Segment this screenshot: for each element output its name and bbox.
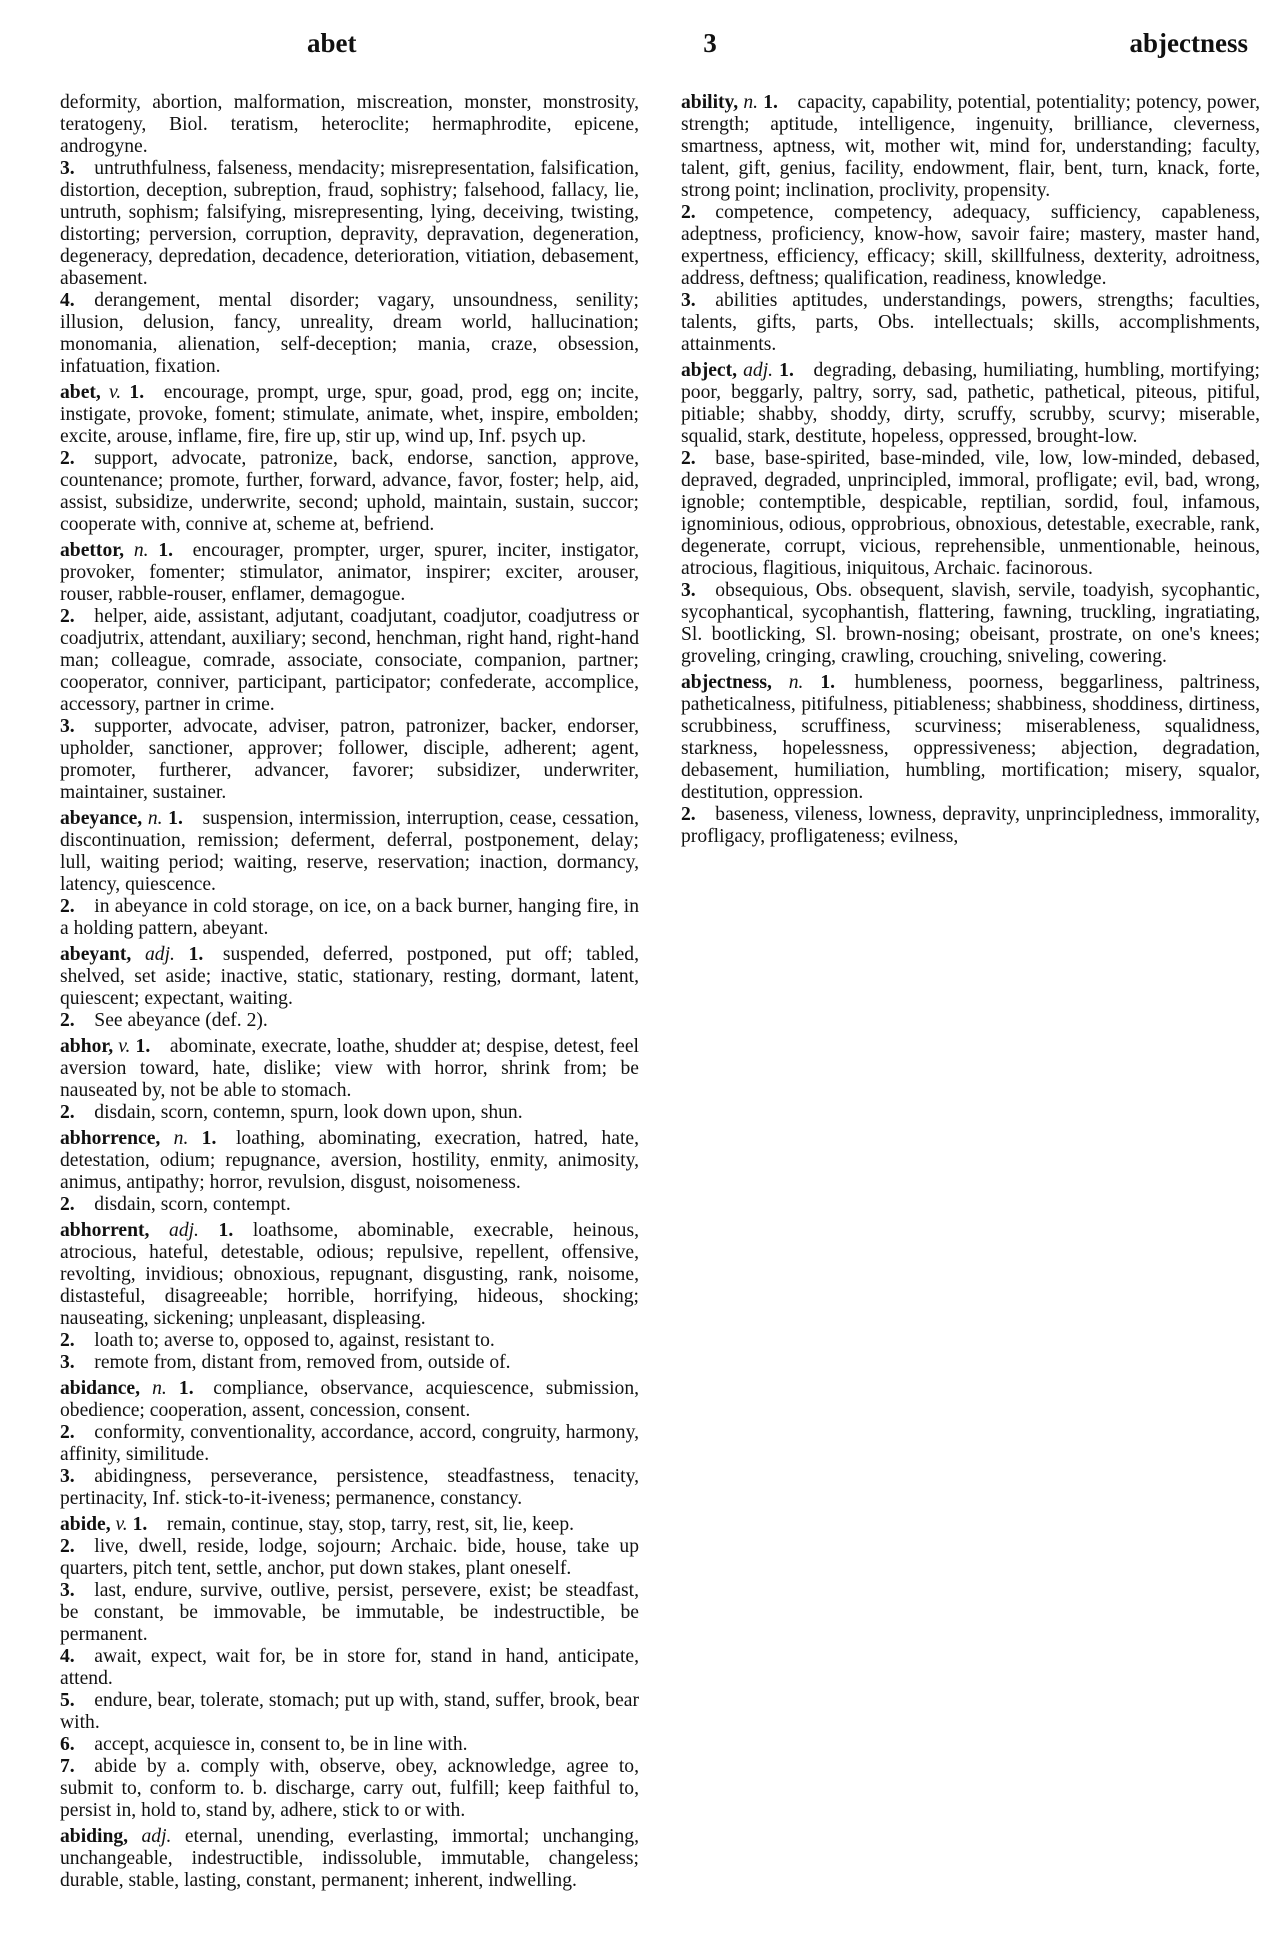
- sense-number: 1.: [135, 1036, 151, 1057]
- entry-sense: [60, 158, 639, 289]
- entry-sense: [60, 448, 639, 535]
- entry-sense: [681, 290, 1260, 355]
- sense-text: remain, continue, stay, stop, tarry, rest, sit, lie, keep.: [166, 1514, 575, 1535]
- page-number: 3: [703, 28, 717, 58]
- entry-sense: [60, 1646, 639, 1689]
- sense-text: eternal, unending, everlasting, immortal; unchanging, unchangeable, indestructible, indissoluble, immutable, changeless; durable, stable, lasting, constant, permanent; inherent, indwelling.: [60, 1826, 639, 1891]
- sense-text: supporter, advocate, adviser, patron, patronizer, backer, endorser, upholder, sanctioner, approver; follower, disciple, adherent; agent, promoter, furtherer, advancer, favorer; subsidizer, underwriter, maintainer, sustainer.: [60, 716, 639, 803]
- entry-headword: abjectness,: [681, 672, 772, 693]
- entry-sense: [60, 1330, 495, 1351]
- entry-sense: [60, 1036, 639, 1101]
- sense-number: 1.: [188, 944, 204, 965]
- entry-sense: [60, 1580, 639, 1645]
- sense-number: 2.: [60, 1194, 75, 1215]
- dictionary-entry: [60, 1220, 639, 1374]
- entry-part-of-speech: adj.: [141, 1826, 172, 1847]
- entry-headword: abject,: [681, 360, 738, 381]
- entry-headword: abettor,: [60, 540, 125, 561]
- entry-sense: [681, 448, 1260, 579]
- sense-number: 1.: [820, 672, 836, 693]
- sense-text: encourager, prompter, urger, spurer, inciter, instigator, provoker, fomenter; stimulator, animator, inspirer; exciter, arouser, rouser, rabble-rouser, enflamer, demagogue.: [60, 540, 640, 605]
- dictionary-entry: [60, 1826, 639, 1892]
- entry-headword: abidance,: [60, 1378, 141, 1399]
- dictionary-entry: [60, 540, 639, 804]
- sense-number: 1.: [201, 1128, 217, 1149]
- entry-part-of-speech: n.: [173, 1128, 189, 1149]
- entry-headword: ability,: [681, 92, 739, 113]
- sense-text: live, dwell, reside, lodge, sojourn; Archaic. bide, house, take up quarters, pitch tent, settle, anchor, put down stakes, plant oneself.: [60, 1536, 639, 1579]
- entry-part-of-speech: v.: [109, 382, 122, 403]
- sense-number: 2.: [60, 1422, 75, 1443]
- entry-part-of-speech: n.: [788, 672, 804, 693]
- sense-number: 1.: [168, 808, 183, 829]
- entry-headword: abeyant,: [60, 944, 132, 965]
- sense-number: 3.: [60, 1466, 75, 1487]
- entry-sense: [681, 202, 1260, 289]
- sense-number: 2.: [60, 1102, 75, 1123]
- sense-text: helper, aide, assistant, adjutant, coadjutant, coadjutor, coadjutress or coadjutrix, attendant, auxiliary; second, henchman, right hand, right-hand man; colleague, comrade, associate, consociate, companion, partner; cooperator, conniver, participant, participator; confederate, accomplice, accessory, partner in crime.: [60, 606, 639, 715]
- entry-sense: [60, 1102, 523, 1123]
- sense-text: suspension, intermission, interruption, cease, cessation, discontinuation, remission; deferment, deferral, postponement, delay; lull, waiting period; waiting, reserve, reservation; inaction, dormancy, latency, quiescence.: [60, 808, 640, 895]
- entry-headword: abhorrence,: [60, 1128, 161, 1149]
- sense-number: 6.: [60, 1734, 75, 1755]
- sense-text: endure, bear, tolerate, stomach; put up with, stand, suffer, brook, bear with.: [60, 1690, 639, 1733]
- entry-sense: [60, 606, 639, 715]
- sense-text: derangement, mental disorder; vagary, unsoundness, senility; illusion, delusion, fancy, unreality, dream world, hallucination; monomania, alienation, self-deception; mania, craze, obsession, infatuation, fixation.: [60, 290, 639, 377]
- sense-number: 3.: [60, 158, 75, 179]
- entry-sense: [60, 1756, 639, 1821]
- sense-text: loathing, abominating, execration, hatred, hate, detestation, odium; repugnance, aversion, hostility, enmity, animosity, animus, antipathy; horror, revulsion, disgust, noisomeness.: [60, 1128, 639, 1193]
- entry-sense: [60, 1536, 639, 1579]
- entry-sense: [681, 580, 1260, 667]
- dictionary-entry: [60, 808, 639, 940]
- sense-number: 2.: [681, 448, 696, 469]
- entry-part-of-speech: n.: [133, 540, 149, 561]
- sense-number: 3.: [60, 716, 75, 737]
- dictionary-entry: [681, 92, 1260, 356]
- entry-columns: [60, 92, 1260, 1932]
- entry-sense: [60, 896, 639, 939]
- sense-number: 3.: [681, 290, 696, 311]
- sense-text: await, expect, wait for, be in store for, stand in hand, anticipate, attend.: [60, 1646, 639, 1689]
- dictionary-entry: [60, 92, 639, 378]
- entry-headword: abhorrent,: [60, 1220, 150, 1241]
- sense-number: 5.: [60, 1690, 75, 1711]
- sense-text: remote from, distant from, removed from, outside of.: [94, 1352, 511, 1373]
- entry-part-of-speech: n.: [743, 92, 759, 113]
- entry-sense: [60, 1352, 511, 1373]
- sense-text: disdain, scorn, contempt.: [94, 1194, 291, 1215]
- entry-part-of-speech: adj.: [144, 944, 175, 965]
- dictionary-entry: [60, 1378, 639, 1510]
- sense-text: disdain, scorn, contemn, spurn, look down upon, shun.: [94, 1102, 523, 1123]
- sense-number: 1.: [779, 360, 794, 381]
- sense-text: accept, acquiesce in, consent to, be in line with.: [94, 1734, 468, 1755]
- sense-text: capacity, capability, potential, potentiality; potency, power, strength; aptitude, intelligence, ingenuity, brilliance, cleverness, smartness, aptness, wit, mother wit, mind for, understanding; faculty, talent, gift, genius, facility, endowment, flair, bent, turn, knack, forte, strong point; inclination, proclivity, propensity.: [681, 92, 1260, 201]
- sense-number: 2.: [60, 1536, 75, 1557]
- sense-text: in abeyance in cold storage, on ice, on a back burner, hanging fire, in a holding pattern, abeyant.: [60, 896, 639, 939]
- entry-part-of-speech: v.: [115, 1514, 128, 1535]
- sense-text: deformity, abortion, malformation, miscreation, monster, monstrosity, teratogeny, Biol. teratism, heteroclite; hermaphrodite, epicene, androgyne.: [60, 92, 639, 157]
- entry-headword: abiding,: [60, 1826, 129, 1847]
- entry-sense: [60, 1690, 639, 1733]
- entry-headword: abhor,: [60, 1036, 114, 1057]
- sense-text: degrading, debasing, humiliating, humbling, mortifying; poor, beggarly, paltry, sorry, sad, pathetic, pathetical, piteous, pitiful, pitiable; shabby, shoddy, dirty, scruffy, scrubby, scurvy; miserable, squalid, stark, destitute, hopeless, oppressed, brought-low.: [681, 360, 1260, 447]
- entry-headword: abide,: [60, 1514, 111, 1535]
- dictionary-entry: [60, 1036, 639, 1124]
- entry-part-of-speech: v.: [118, 1036, 131, 1057]
- guide-word-right: abjectness: [1129, 28, 1248, 58]
- guide-word-left: abet: [307, 28, 357, 58]
- sense-text: conformity, conventionality, accordance, accord, congruity, harmony, affinity, similitude.: [60, 1422, 639, 1465]
- sense-text: See abeyance (def. 2).: [94, 1010, 268, 1031]
- sense-number: 4.: [60, 290, 75, 311]
- sense-text: competence, competency, adequacy, sufficiency, capableness, adeptness, proficiency, know-how, savoir faire; mastery, master hand, expertness, efficiency, efficacy; skill, skillfulness, dexterity, adroitness, address, deftness; qualification, readiness, knowledge.: [681, 202, 1260, 289]
- entry-sense: [133, 1514, 574, 1535]
- entry-sense: [60, 1010, 268, 1031]
- sense-text: base, base-spirited, base-minded, vile, low, low-minded, debased, depraved, degraded, unprincipled, immoral, profligate; evil, bad, wrong, ignoble; contemptible, despicable, reptilian, sordid, foul, infamous, ignominious, odious, opprobrious, obnoxious, detestable, execrable, rank, degenerate, corrupt, vicious, reprehensible, unmentionable, heinous, atrocious, flagitious, iniquitous, Archaic. facinorous.: [681, 448, 1260, 579]
- sense-text: loathsome, abominable, execrable, heinous, atrocious, hateful, detestable, odious; repulsive, repellent, offensive, revolting, invidious; obnoxious, repugnant, disgusting, rank, noisome, distasteful, disagreeable; horrible, horrifying, hideous, shocking; nauseating, sickening; unpleasant, displeasing.: [60, 1220, 640, 1329]
- sense-number: 1.: [178, 1378, 194, 1399]
- sense-number: 2.: [60, 1330, 75, 1351]
- sense-number: 2.: [60, 896, 75, 917]
- sense-text: humbleness, poorness, beggarliness, paltriness, patheticalness, pitifulness, pitiableness; shabbiness, shoddiness, dirtiness, scrubbiness, scruffiness, scurviness; miserableness, squalidness, starkness, hopelessness, oppressiveness; abjection, degradation, debasement, humiliation, humbling, mortification; misery, squalor, destitution, oppression.: [681, 672, 1260, 803]
- entry-part-of-speech: n.: [147, 808, 163, 829]
- entry-headword: abeyance,: [60, 808, 143, 829]
- sense-text: abominate, execrate, loathe, shudder at; despise, detest, feel aversion toward, hate, dislike; view with horror, shrink from; be nauseated by, not be able to stomach.: [60, 1036, 639, 1101]
- sense-text: baseness, vileness, lowness, depravity, unprincipledness, immorality, profligacy, profligateness; evilness,: [681, 804, 1260, 847]
- page-header: [60, 28, 1248, 68]
- entry-sense: [60, 290, 639, 377]
- entry-sense: [681, 804, 1260, 847]
- entry-sense: [60, 716, 639, 803]
- dictionary-entry: [60, 382, 639, 536]
- sense-text: abide by a. comply with, observe, obey, acknowledge, agree to, submit to, conform to. b. discharge, carry out, fulfill; keep faithful to, persist in, hold to, stand by, adhere, stick to or with.: [60, 1756, 639, 1821]
- dictionary-entry: [681, 672, 1260, 848]
- dictionary-entry: [60, 944, 639, 1032]
- entry-part-of-speech: adj.: [169, 1220, 199, 1241]
- entry-sense: [60, 1734, 468, 1755]
- entry-sense: [681, 92, 1260, 201]
- entry-sense: [60, 1378, 639, 1421]
- sense-number: 2.: [60, 1010, 75, 1031]
- sense-text: support, advocate, patronize, back, endorse, sanction, approve, countenance; promote, further, forward, advance, favor, foster; help, aid, assist, subsidize, underwrite, second; uphold, maintain, sustain, succor; cooperate with, connive at, scheme at, befriend.: [60, 448, 639, 535]
- entry-sense: [60, 382, 639, 447]
- sense-text: abilities aptitudes, understandings, powers, strengths; faculties, talents, gifts, parts, Obs. intellectuals; skills, accomplishments, attainments.: [681, 290, 1260, 355]
- sense-number: 3.: [681, 580, 696, 601]
- dictionary-entry: [60, 1514, 639, 1822]
- sense-text: obsequious, Obs. obsequent, slavish, servile, toadyish, sycophantic, sycophantical, sycophantish, flattering, fawning, truckling, ingratiating, Sl. bootlicking, Sl. brown-nosing; obeisant, prostrate, on one's knees; groveling, cringing, crawling, crouching, sniveling, cowering.: [681, 580, 1260, 667]
- sense-number: 2.: [681, 804, 696, 825]
- sense-text: loath to; averse to, opposed to, against, resistant to.: [94, 1330, 495, 1351]
- sense-number: 1.: [132, 1514, 148, 1535]
- sense-number: 1.: [129, 382, 145, 403]
- entry-sense: [60, 1194, 291, 1215]
- sense-text: untruthfulness, falseness, mendacity; misrepresentation, falsification, distortion, deception, subreption, fraud, sophistry; falsehood, fallacy, lie, untruth, sophism; falsifying, misrepresenting, lying, deceiving, twisting, distorting; perversion, corruption, depravity, depravation, degeneration, degeneracy, depredation, decadence, deterioration, vitiation, debasement, abasement.: [60, 158, 639, 289]
- sense-number: 4.: [60, 1646, 75, 1667]
- sense-text: suspended, deferred, postponed, put off; tabled, shelved, set aside; inactive, static, stationary, resting, dormant, latent, quiescent; expectant, waiting.: [60, 944, 639, 1009]
- entry-sense: [60, 1466, 639, 1509]
- sense-number: 3.: [60, 1580, 75, 1601]
- entry-sense: [60, 92, 639, 157]
- sense-number: 1.: [158, 540, 174, 561]
- sense-text: encourage, prompt, urge, spur, goad, prod, egg on; incite, instigate, provoke, foment; stimulate, animate, whet, inspire, embolden; excite, arouse, inflame, fire, fire up, stir up, wind up, Inf. psych up.: [60, 382, 640, 447]
- sense-number: 2.: [60, 606, 75, 627]
- sense-number: 2.: [60, 448, 75, 469]
- sense-number: 1.: [218, 1220, 234, 1241]
- sense-number: 1.: [763, 92, 778, 113]
- sense-text: compliance, observance, acquiescence, submission, obedience; cooperation, assent, concession, consent.: [60, 1378, 640, 1421]
- entry-sense: [60, 1422, 639, 1465]
- sense-text: abidingness, perseverance, persistence, steadfastness, tenacity, pertinacity, Inf. stick-to-it-iveness; permanence, constancy.: [60, 1466, 639, 1509]
- sense-number: 2.: [681, 202, 696, 223]
- entry-headword: abet,: [60, 382, 101, 403]
- entry-part-of-speech: adj.: [743, 360, 774, 381]
- dictionary-entry: [60, 1128, 639, 1216]
- sense-text: last, endure, survive, outlive, persist, persevere, exist; be steadfast, be constant, be immovable, be immutable, be indestructible, be permanent.: [60, 1580, 639, 1645]
- sense-number: 3.: [60, 1352, 75, 1373]
- entry-part-of-speech: n.: [152, 1378, 167, 1399]
- dictionary-entry: [681, 360, 1260, 668]
- sense-number: 7.: [60, 1756, 75, 1777]
